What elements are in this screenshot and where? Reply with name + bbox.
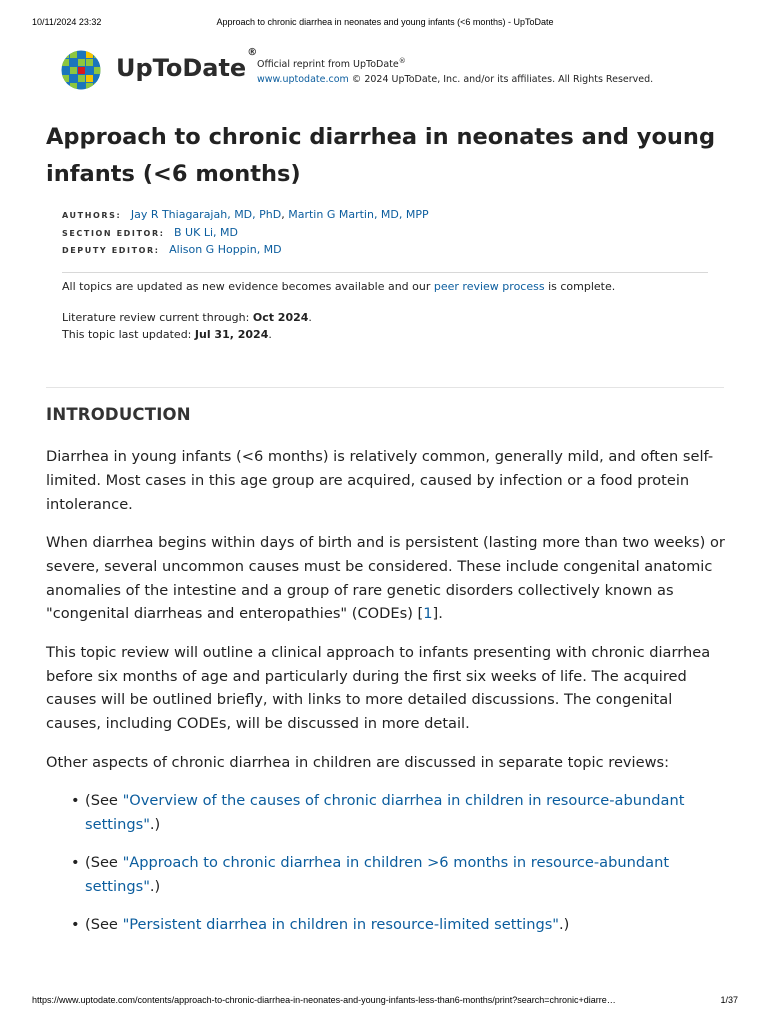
introduction-body bbox=[46, 445, 726, 950]
reference-link[interactable]: 1 bbox=[423, 605, 433, 623]
bullet: • bbox=[71, 853, 80, 871]
last-updated-label: This topic last updated: bbox=[62, 327, 195, 341]
page-number: 1/37 bbox=[720, 995, 738, 1005]
list-prefix: (See bbox=[85, 853, 123, 871]
last-updated-date: Jul 31, 2024 bbox=[194, 327, 269, 341]
section-editor-label: SECTION EDITOR: bbox=[62, 228, 165, 238]
review-dates bbox=[62, 310, 312, 343]
author-link[interactable]: Jay R Thiagarajah, MD, PhD bbox=[130, 208, 282, 221]
print-page-title: Approach to chronic diarrhea in neonates and young infants (<6 months) - UpToDate bbox=[216, 17, 554, 27]
list-suffix: .) bbox=[149, 877, 161, 895]
print-url: https://www.uptodate.com/contents/approach-to-chronic-diarrhea-in-neonates-and-young-infants-less-than6-months/print?search=chronic+diarre… bbox=[32, 995, 616, 1005]
reprint-line: Official reprint from UpToDate bbox=[257, 59, 399, 71]
paragraph: This topic review will outline a clinical approach to infants presenting with chronic diarrhea before six months of age and particularly during the first six weeks of life. The acquired causes will be outlined briefly, with links to more detailed discussions. The congenital causes, including CODEs, will be discussed in more detail. bbox=[46, 643, 711, 733]
section-editor-link[interactable]: B UK Li, MD bbox=[174, 225, 238, 239]
list-item bbox=[71, 913, 726, 937]
peer-text: All topics are updated as new evidence becomes available and our bbox=[62, 280, 434, 293]
list-prefix: (See bbox=[85, 915, 123, 933]
authors-label: AUTHORS: bbox=[62, 211, 122, 220]
copyright-text: © 2024 UpToDate, Inc. and/or its affiliates. All Rights Reserved. bbox=[348, 74, 654, 86]
topic-link[interactable]: "Persistent diarrhea in children in resource-limited settings" bbox=[122, 915, 560, 933]
topic-link[interactable]: "Approach to chronic diarrhea in children >6 months in resource-abundant settings" bbox=[85, 853, 670, 895]
contributors-block bbox=[62, 207, 429, 260]
deputy-editor-label: DEPUTY EDITOR: bbox=[62, 246, 160, 256]
list-suffix: .) bbox=[559, 915, 570, 933]
brand-name: UpToDate bbox=[116, 54, 247, 82]
paragraph-text: When diarrhea begins within days of birth and is persistent (lasting more than two weeks) or severe, several uncommon causes must be considered. These include congenital anatomic anomalies of the intestine and a group of rare genetic disorders collectively known as "congenital diarrheas and enteropathies" (CODEs) [ bbox=[46, 533, 725, 623]
lit-review-date: Oct 2024 bbox=[252, 311, 309, 324]
uptodate-logo[interactable] bbox=[60, 48, 257, 92]
paragraph: Diarrhea in young infants (<6 months) is relatively common, generally mild, and often self-limited. Most cases in this age group are acquired, caused by infection or a food protein intolerance. bbox=[46, 448, 714, 513]
paragraph bbox=[46, 531, 726, 626]
section-heading-introduction: INTRODUCTION bbox=[46, 405, 191, 424]
lit-review-label: Literature review current through: bbox=[62, 311, 253, 324]
divider bbox=[46, 387, 724, 388]
article-title: Approach to chronic diarrhea in neonates and young infants (<6 months) bbox=[46, 124, 716, 187]
period: . bbox=[268, 327, 272, 341]
section-editor-row bbox=[62, 225, 429, 243]
uptodate-site-link[interactable]: www.uptodate.com bbox=[257, 74, 349, 86]
see-also-list bbox=[71, 789, 726, 936]
author-link[interactable]: Martin G Martin, MD, MPP bbox=[288, 208, 429, 221]
print-footer bbox=[32, 995, 738, 1009]
topic-link[interactable]: "Overview of the causes of chronic diarrhea in children in resource-abundant settings" bbox=[85, 791, 685, 833]
paragraph: Other aspects of chronic diarrhea in children are discussed in separate topic reviews: bbox=[46, 753, 670, 771]
reprint-notice bbox=[257, 54, 653, 87]
period: . bbox=[308, 311, 312, 324]
list-prefix: (See bbox=[85, 791, 123, 809]
brand-registered-mark: ® bbox=[247, 47, 258, 58]
list-item bbox=[71, 789, 726, 837]
deputy-editor-link[interactable]: Alison G Hoppin, MD bbox=[169, 243, 282, 257]
print-header bbox=[32, 17, 738, 31]
paragraph-end: ]. bbox=[432, 605, 443, 623]
divider bbox=[62, 272, 708, 273]
uptodate-wordmark bbox=[116, 47, 258, 82]
peer-review-link[interactable]: peer review process bbox=[433, 280, 545, 293]
peer-text-end: is complete. bbox=[544, 280, 616, 293]
list-suffix: .) bbox=[149, 815, 161, 833]
reprint-registered-mark: ® bbox=[398, 57, 406, 65]
bullet: • bbox=[71, 915, 80, 933]
print-date: 10/11/2024 23:32 bbox=[32, 17, 102, 27]
deputy-editor-row bbox=[62, 242, 429, 260]
bullet: • bbox=[71, 791, 80, 809]
author-separator: , bbox=[281, 208, 289, 221]
uptodate-globe-icon bbox=[60, 49, 102, 91]
authors-row bbox=[62, 207, 429, 225]
list-item bbox=[71, 851, 726, 899]
peer-review-notice bbox=[62, 279, 615, 295]
